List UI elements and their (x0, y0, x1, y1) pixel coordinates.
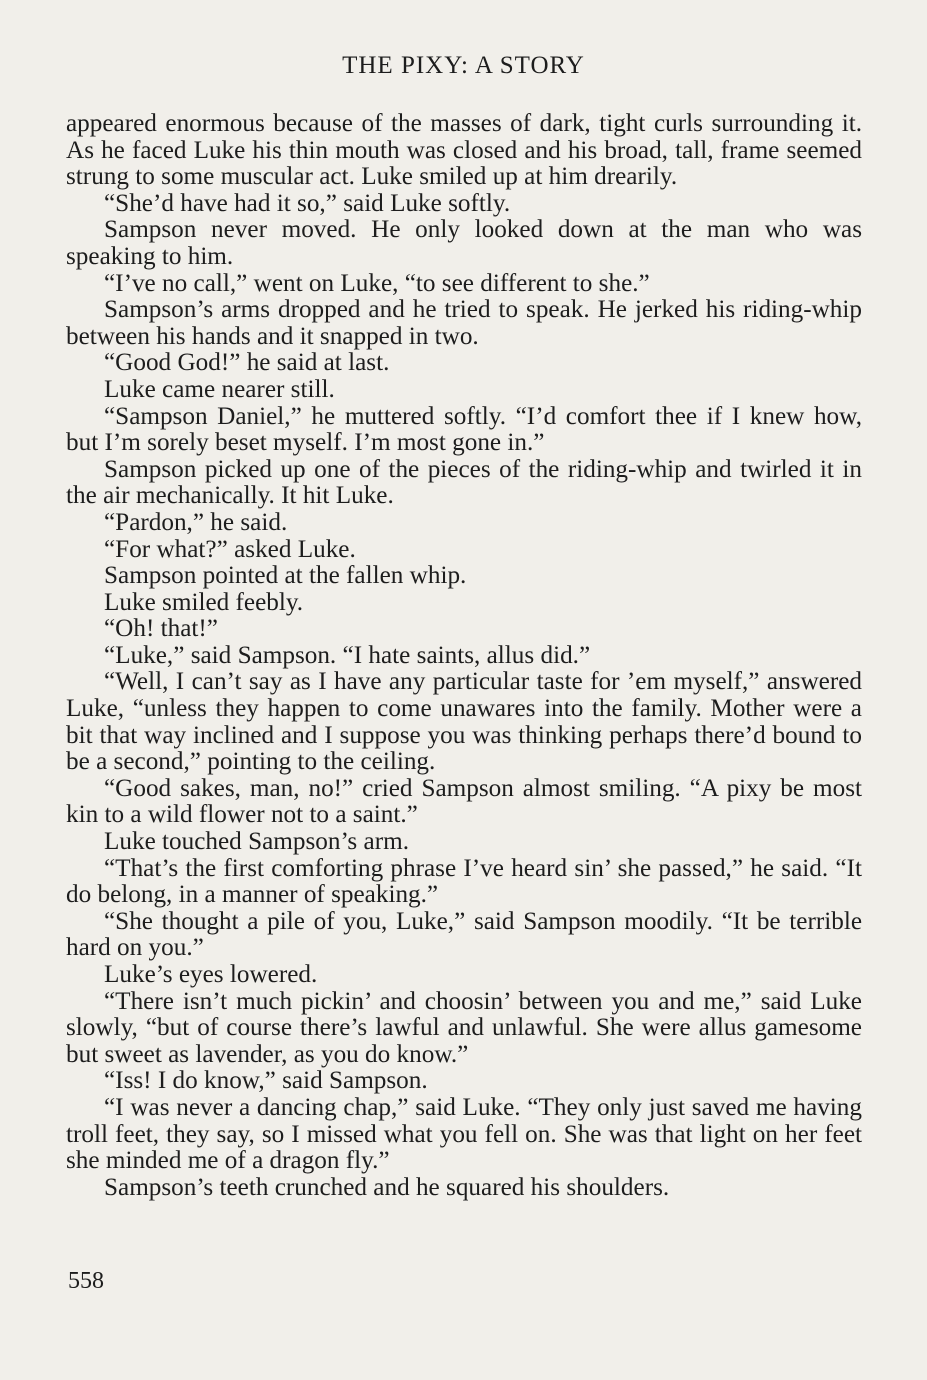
paragraph: “Oh! that!” (104, 615, 218, 643)
paragraph: “Well, I can’t say as I have any particular taste for ’em myself,” answered Luke, “unless they happen to come unawares into the family. Mother were a bit that way inclined and I suppose you was thinking perhaps there’d bound to be a second,” pointing to the ceiling. (66, 668, 862, 776)
page-number: 558 (68, 1268, 104, 1294)
paragraph: “For what?” asked Luke. (104, 535, 356, 563)
paragraph: Sampson’s arms dropped and he tried to speak. He jerked his riding-whip between his hands and it snapped in two. (66, 296, 862, 350)
running-head: THE PIXY: A STORY (342, 52, 585, 79)
paragraph: “She’d have had it so,” said Luke softly. (104, 189, 511, 217)
paragraph: “That’s the first comforting phrase I’ve heard sin’ she passed,” he said. “It do belong, in a manner of speaking.” (66, 854, 862, 909)
paragraph: Luke came nearer still. (104, 375, 335, 403)
paragraph: Sampson picked up one of the pieces of the riding-whip and twirled it in the air mechanically. It hit Luke. (66, 455, 862, 510)
paragraph: appeared enormous because of the masses of dark, tight curls surrounding it. As he faced Luke his thin mouth was closed and his broad, tall, frame seemed strung to some muscular act. Luke smiled up at him drearily. (66, 110, 862, 191)
paragraph: “I was never a dancing chap,” said Luke. “They only just saved me having troll feet, they say, so I missed what you fell on. She was that light on her feet she minded me of a dragon fly.” (66, 1093, 862, 1175)
paragraph: Sampson never moved. He only looked down at the man who was speaking to him. (66, 216, 862, 270)
paragraph: “Sampson Daniel,” he muttered softly. “I’d comfort thee if I knew how, but I’m sorely beset myself. I’m most gone in.” (66, 402, 862, 457)
paragraph: Sampson pointed at the fallen whip. (104, 562, 467, 590)
paragraph: “I’ve no call,” went on Luke, “to see different to she.” (104, 269, 650, 297)
paragraph: “There isn’t much pickin’ and choosin’ between you and me,” said Luke slowly, “but of course there’s lawful and unlawful. She were allus gamesome but sweet as lavender, as you do know.” (66, 987, 862, 1068)
paragraph: “Pardon,” he said. (104, 508, 288, 536)
paragraph: Luke’s eyes lowered. (104, 961, 318, 988)
paragraph: Luke smiled feebly. (104, 588, 304, 616)
paragraph: Luke touched Sampson’s arm. (104, 828, 409, 856)
paragraph: “Good God!” he said at last. (104, 349, 390, 377)
paragraph: “Luke,” said Sampson. “I hate saints, allus did.” (104, 641, 591, 669)
paragraph: Sampson’s teeth crunched and he squared his shoulders. (104, 1173, 670, 1201)
paragraph: “Iss! I do know,” said Sampson. (104, 1067, 428, 1095)
story-text (66, 111, 862, 1201)
paragraph: “She thought a pile of you, Luke,” said Sampson moodily. “It be terrible hard on you.” (66, 907, 862, 962)
paragraph: “Good sakes, man, no!” cried Sampson almost smiling. “A pixy be most kin to a wild flower not to a saint.” (66, 774, 862, 829)
